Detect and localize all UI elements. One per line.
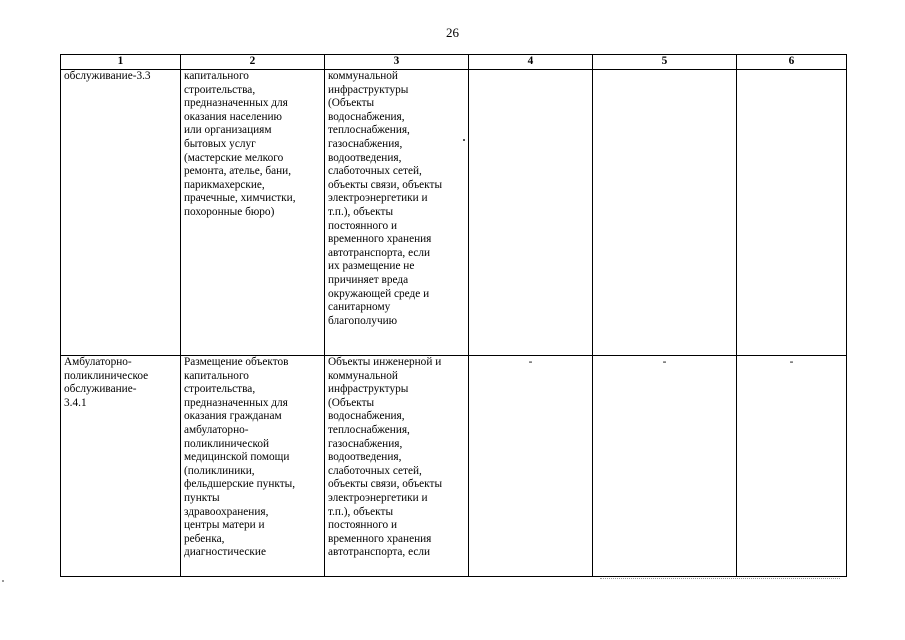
table-cell [61,70,181,356]
permitted-objects: коммунальной инфраструктуры (Объекты водоснабжения, теплоснабжения, газоснабжения, водоотведения, слаботочных сетей, объекты связи, объекты электроэнергетики и т.п.), объекты постоянного и временного хранения автотранспорта, если их размещение не причиняет вреда окружающей среде и санитарному благополучию [328,70,443,327]
scan-artifact-rule [600,578,840,579]
column-header-5: 5 [593,55,737,70]
parameter-col-6: - [789,356,794,368]
parameter-col-4: - [528,356,533,368]
land-use-description: Размещение объектов капитального строительства, предназначенных для оказания гражданам амбулаторно- поликлинической медицинской помощи (поликлиники, фельдшерские пункты, пункты здравоохранения, центры матери и ребенка, диагностические [184,356,296,559]
scan-artifact-dot [2,580,4,582]
land-use-description: капитального строительства, предназначенных для оказания населению или организациям бытовых услуг (мастерские мелкого ремонта, ателье, бани, парикмахерские, прачечные, химчистки, похоронные бюро) [184,70,296,218]
zoning-table [60,54,847,577]
table-row [61,356,847,577]
table-cell [469,70,593,356]
permitted-objects: Объекты инженерной и коммунальной инфраструктуры (Объекты водоснабжения, теплоснабжения, газоснабжения, водоотведения, слаботочных сетей, объекты связи, объекты электроэнергетики и т.п.), объекты постоянного и временного хранения автотранспорта, если [328,356,443,559]
column-header-2: 2 [181,55,325,70]
table-cell [593,70,737,356]
table-cell [181,70,325,356]
table-cell [469,356,593,577]
table-cell [325,356,469,577]
table-header-row [61,55,847,70]
column-header-1: 1 [61,55,181,70]
table-cell [737,70,847,356]
table-cell [325,70,469,356]
table-row [61,70,847,356]
land-use-code: Амбулаторно- поликлиническое обслуживание- 3.4.1 [64,356,149,409]
parameter-col-5: - [662,356,667,368]
column-header-4: 4 [469,55,593,70]
page-number: 26 [446,25,459,40]
table-cell [593,356,737,577]
table-cell [61,356,181,577]
column-header-3: 3 [325,55,469,70]
land-use-code: обслуживание-3.3 [64,70,151,82]
table-cell [737,356,847,577]
column-header-6: 6 [737,55,847,70]
table-cell [181,356,325,577]
